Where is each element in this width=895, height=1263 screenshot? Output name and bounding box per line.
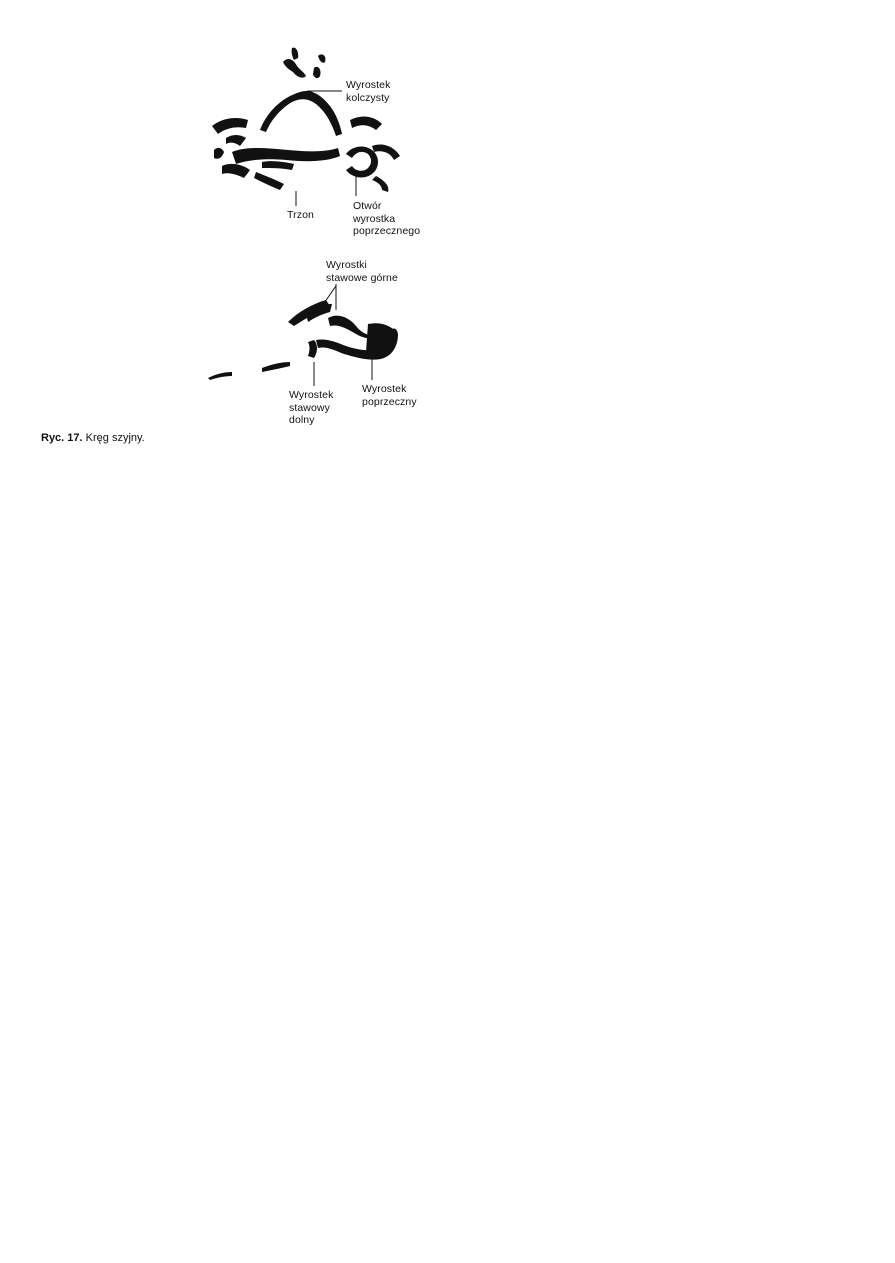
- label-inferior-articular: [289, 389, 333, 427]
- figure-caption: [41, 432, 145, 444]
- caption-number: Ryc. 17.: [41, 432, 83, 444]
- label-line: dolny: [289, 414, 315, 426]
- label-line: stawowe górne: [326, 271, 398, 284]
- label-transverse-foramen: [353, 200, 420, 238]
- label-line: Wyrostek: [289, 389, 334, 401]
- cervical-vertebra-figure: [0, 0, 895, 460]
- label-transverse-process: [362, 383, 417, 408]
- label-line: Wyrostki: [326, 259, 367, 271]
- superior-articular-leader-left: [322, 286, 336, 306]
- label-line: kolczysty: [346, 91, 390, 104]
- label-line: Wyrostek: [346, 79, 391, 91]
- label-spinous-process: [346, 79, 390, 104]
- caption-text: Kręg szyjny.: [82, 432, 145, 444]
- label-line: poprzeczny: [362, 395, 417, 408]
- vertebra-top-view: [212, 48, 400, 192]
- vertebra-side-view: [208, 300, 398, 380]
- label-line: Otwór: [353, 200, 382, 212]
- label-superior-articular: [326, 259, 398, 284]
- label-line: Wyrostek: [362, 383, 407, 395]
- vertebra-illustration: [0, 0, 895, 460]
- label-body: [287, 209, 314, 222]
- label-line: Trzon: [287, 209, 314, 221]
- label-line: wyrostka: [353, 212, 396, 225]
- label-line: poprzecznego: [353, 225, 421, 237]
- label-line: stawowy: [289, 401, 330, 414]
